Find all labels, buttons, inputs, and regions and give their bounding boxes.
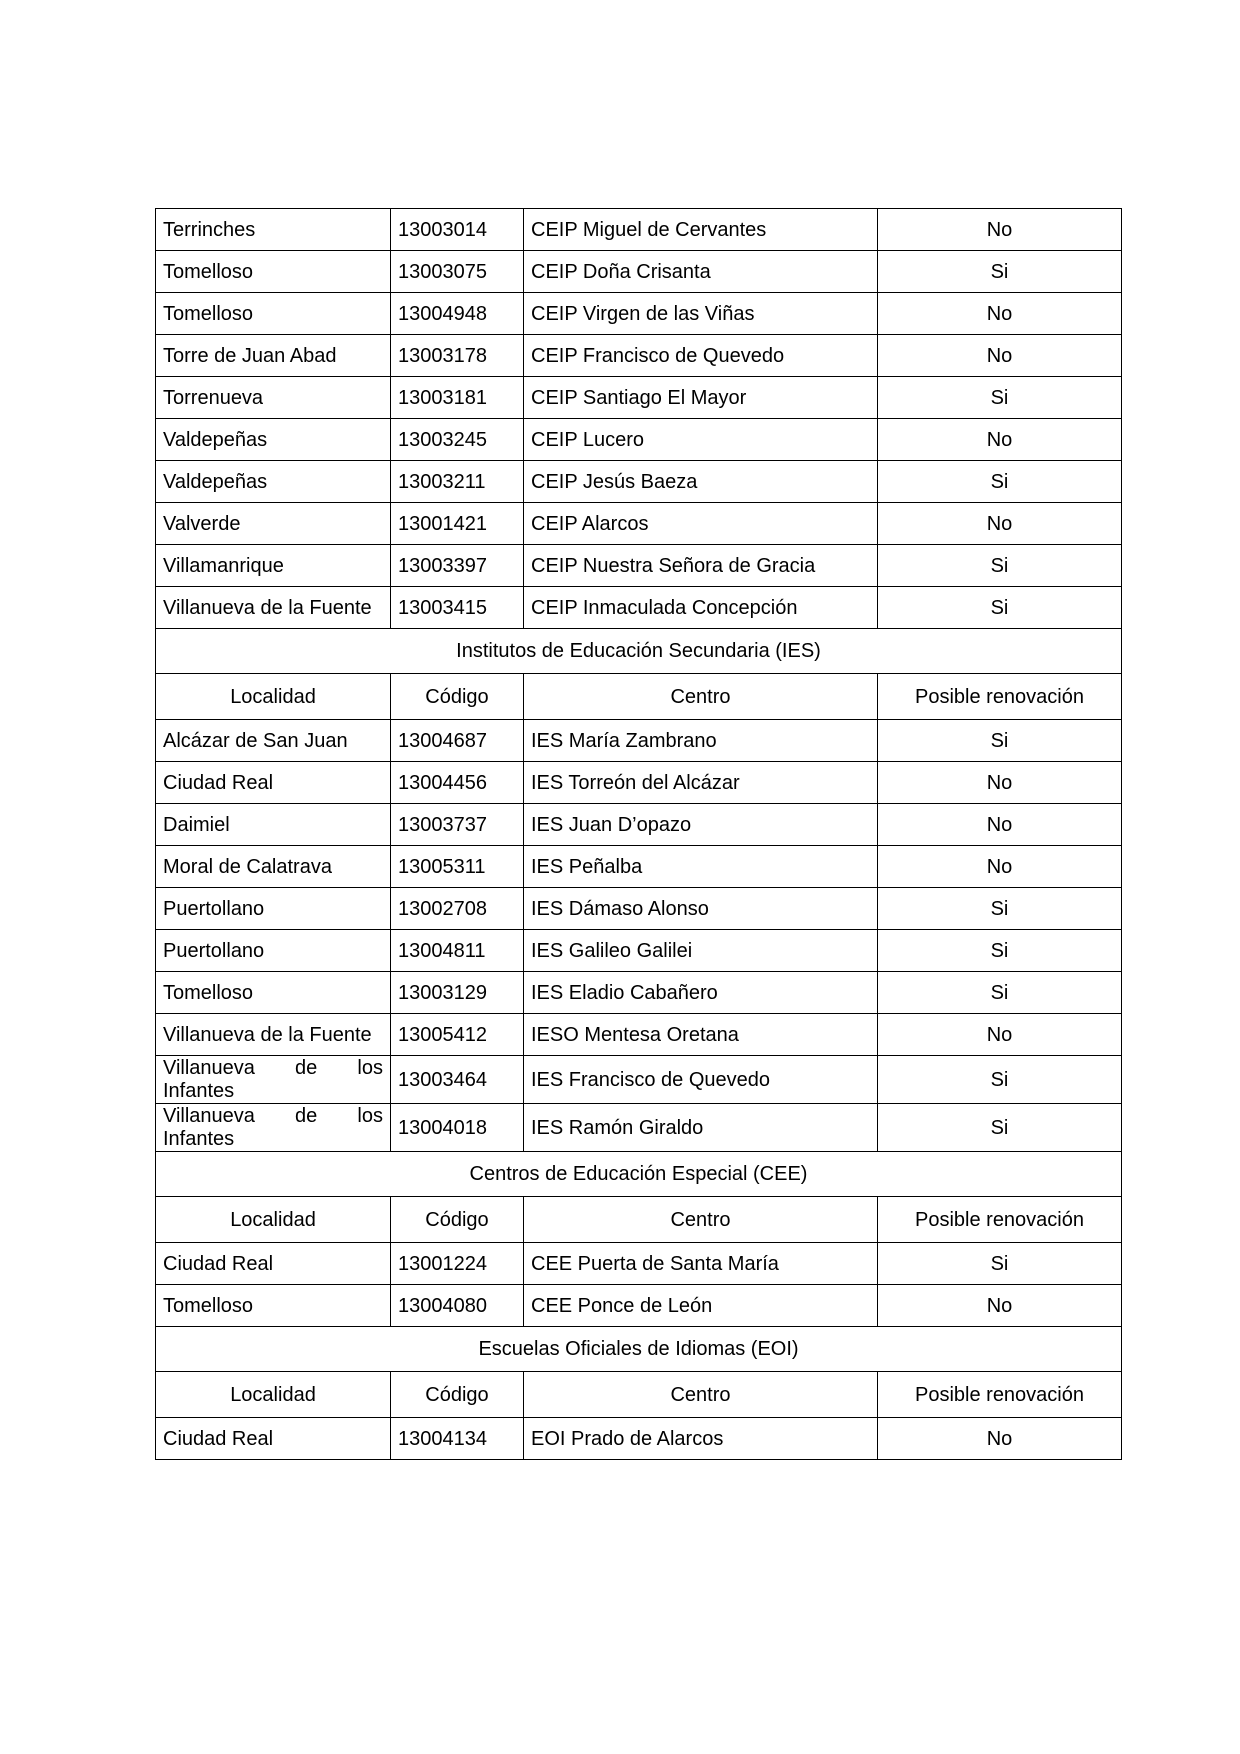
cell-codigo: 13003014: [391, 209, 524, 251]
column-header-centro: Centro: [524, 1372, 878, 1418]
column-header-renovacion: Posible renovación: [878, 1197, 1122, 1243]
table-row: [156, 1104, 1122, 1152]
table-row: [156, 804, 1122, 846]
cell-codigo: 13005412: [391, 1014, 524, 1056]
section-title-row: [156, 1327, 1122, 1372]
table-row: [156, 377, 1122, 419]
cell-localidad: Tomelloso: [156, 1285, 391, 1327]
cell-renovacion: Si: [878, 930, 1122, 972]
cell-renovacion: No: [878, 1418, 1122, 1460]
cell-renovacion: No: [878, 293, 1122, 335]
table-row: [156, 503, 1122, 545]
cell-codigo: 13004456: [391, 762, 524, 804]
cell-localidad: Ciudad Real: [156, 762, 391, 804]
cell-renovacion: Si: [878, 251, 1122, 293]
cell-renovacion: Si: [878, 377, 1122, 419]
section-title: Centros de Educación Especial (CEE): [156, 1152, 1122, 1197]
table-row: [156, 930, 1122, 972]
cell-centro: CEE Puerta de Santa María: [524, 1243, 878, 1285]
column-header-codigo: Código: [391, 1197, 524, 1243]
table-row: [156, 1285, 1122, 1327]
cell-localidad: Daimiel: [156, 804, 391, 846]
column-header-localidad: Localidad: [156, 1197, 391, 1243]
cell-centro: IES María Zambrano: [524, 720, 878, 762]
table-row: [156, 419, 1122, 461]
column-header-row: [156, 674, 1122, 720]
cell-renovacion: No: [878, 503, 1122, 545]
cell-codigo: 13004018: [391, 1104, 524, 1152]
column-header-centro: Centro: [524, 674, 878, 720]
cell-centro: IESO Mentesa Oretana: [524, 1014, 878, 1056]
table-row: [156, 545, 1122, 587]
cell-codigo: 13004811: [391, 930, 524, 972]
table-row: [156, 1243, 1122, 1285]
table-row: [156, 846, 1122, 888]
cell-renovacion: Si: [878, 545, 1122, 587]
table-row: [156, 209, 1122, 251]
section-title-row: [156, 1152, 1122, 1197]
table-row: [156, 461, 1122, 503]
cell-centro: CEIP Alarcos: [524, 503, 878, 545]
table-row: [156, 972, 1122, 1014]
cell-centro: CEIP Lucero: [524, 419, 878, 461]
cell-codigo: 13003178: [391, 335, 524, 377]
cell-codigo: 13004687: [391, 720, 524, 762]
centers-table-body: [156, 209, 1122, 1460]
column-header-row: [156, 1197, 1122, 1243]
cell-centro: IES Juan D’opazo: [524, 804, 878, 846]
column-header-localidad: Localidad: [156, 674, 391, 720]
cell-renovacion: No: [878, 335, 1122, 377]
cell-renovacion: Si: [878, 1104, 1122, 1152]
cell-codigo: 13001224: [391, 1243, 524, 1285]
cell-localidad: Torrenueva: [156, 377, 391, 419]
column-header-renovacion: Posible renovación: [878, 1372, 1122, 1418]
table-row: [156, 888, 1122, 930]
cell-localidad: Villanueva de los Infantes: [156, 1056, 391, 1104]
table-row: [156, 587, 1122, 629]
cell-codigo: 13003211: [391, 461, 524, 503]
cell-centro: CEE Ponce de León: [524, 1285, 878, 1327]
centers-table: [155, 208, 1122, 1460]
cell-centro: IES Dámaso Alonso: [524, 888, 878, 930]
cell-renovacion: Si: [878, 888, 1122, 930]
cell-codigo: 13003737: [391, 804, 524, 846]
cell-codigo: 13003464: [391, 1056, 524, 1104]
column-header-localidad: Localidad: [156, 1372, 391, 1418]
cell-codigo: 13004080: [391, 1285, 524, 1327]
table-row: [156, 251, 1122, 293]
table-row: [156, 293, 1122, 335]
cell-codigo: 13003245: [391, 419, 524, 461]
cell-renovacion: Si: [878, 1243, 1122, 1285]
section-title: Escuelas Oficiales de Idiomas (EOI): [156, 1327, 1122, 1372]
cell-localidad: Terrinches: [156, 209, 391, 251]
cell-renovacion: No: [878, 209, 1122, 251]
cell-renovacion: Si: [878, 461, 1122, 503]
cell-renovacion: Si: [878, 720, 1122, 762]
cell-centro: IES Torreón del Alcázar: [524, 762, 878, 804]
cell-localidad: Puertollano: [156, 888, 391, 930]
section-title: Institutos de Educación Secundaria (IES): [156, 629, 1122, 674]
cell-centro: IES Peñalba: [524, 846, 878, 888]
cell-localidad: Villanueva de los Infantes: [156, 1104, 391, 1152]
cell-localidad: Valdepeñas: [156, 419, 391, 461]
cell-renovacion: No: [878, 419, 1122, 461]
cell-centro: CEIP Nuestra Señora de Gracia: [524, 545, 878, 587]
column-header-codigo: Código: [391, 1372, 524, 1418]
cell-centro: EOI Prado de Alarcos: [524, 1418, 878, 1460]
cell-localidad: Valdepeñas: [156, 461, 391, 503]
cell-localidad: Moral de Calatrava: [156, 846, 391, 888]
cell-codigo: 13004134: [391, 1418, 524, 1460]
cell-localidad: Alcázar de San Juan: [156, 720, 391, 762]
cell-centro: IES Eladio Cabañero: [524, 972, 878, 1014]
column-header-renovacion: Posible renovación: [878, 674, 1122, 720]
cell-localidad: Tomelloso: [156, 251, 391, 293]
table-row: [156, 762, 1122, 804]
cell-renovacion: No: [878, 1014, 1122, 1056]
cell-codigo: 13003075: [391, 251, 524, 293]
cell-localidad: Tomelloso: [156, 972, 391, 1014]
cell-centro: IES Galileo Galilei: [524, 930, 878, 972]
cell-renovacion: Si: [878, 1056, 1122, 1104]
column-header-codigo: Código: [391, 674, 524, 720]
cell-localidad: Ciudad Real: [156, 1418, 391, 1460]
table-row: [156, 1014, 1122, 1056]
cell-codigo: 13004948: [391, 293, 524, 335]
cell-localidad: Tomelloso: [156, 293, 391, 335]
cell-centro: CEIP Miguel de Cervantes: [524, 209, 878, 251]
cell-localidad: Valverde: [156, 503, 391, 545]
cell-localidad: Villamanrique: [156, 545, 391, 587]
table-row: [156, 1056, 1122, 1104]
cell-renovacion: No: [878, 804, 1122, 846]
column-header-centro: Centro: [524, 1197, 878, 1243]
cell-codigo: 13003129: [391, 972, 524, 1014]
cell-centro: CEIP Doña Crisanta: [524, 251, 878, 293]
cell-localidad: Torre de Juan Abad: [156, 335, 391, 377]
cell-codigo: 13005311: [391, 846, 524, 888]
cell-codigo: 13003181: [391, 377, 524, 419]
cell-centro: CEIP Inmaculada Concepción: [524, 587, 878, 629]
cell-centro: IES Ramón Giraldo: [524, 1104, 878, 1152]
cell-codigo: 13002708: [391, 888, 524, 930]
cell-centro: CEIP Jesús Baeza: [524, 461, 878, 503]
column-header-row: [156, 1372, 1122, 1418]
cell-codigo: 13003397: [391, 545, 524, 587]
cell-renovacion: No: [878, 762, 1122, 804]
cell-centro: CEIP Francisco de Quevedo: [524, 335, 878, 377]
cell-localidad: Ciudad Real: [156, 1243, 391, 1285]
cell-renovacion: Si: [878, 587, 1122, 629]
cell-codigo: 13001421: [391, 503, 524, 545]
cell-centro: IES Francisco de Quevedo: [524, 1056, 878, 1104]
cell-localidad: Villanueva de la Fuente: [156, 587, 391, 629]
cell-localidad: Villanueva de la Fuente: [156, 1014, 391, 1056]
cell-localidad: Puertollano: [156, 930, 391, 972]
cell-centro: CEIP Santiago El Mayor: [524, 377, 878, 419]
cell-renovacion: No: [878, 1285, 1122, 1327]
table-row: [156, 720, 1122, 762]
section-title-row: [156, 629, 1122, 674]
table-row: [156, 1418, 1122, 1460]
table-row: [156, 335, 1122, 377]
cell-codigo: 13003415: [391, 587, 524, 629]
cell-renovacion: No: [878, 846, 1122, 888]
cell-renovacion: Si: [878, 972, 1122, 1014]
cell-centro: CEIP Virgen de las Viñas: [524, 293, 878, 335]
